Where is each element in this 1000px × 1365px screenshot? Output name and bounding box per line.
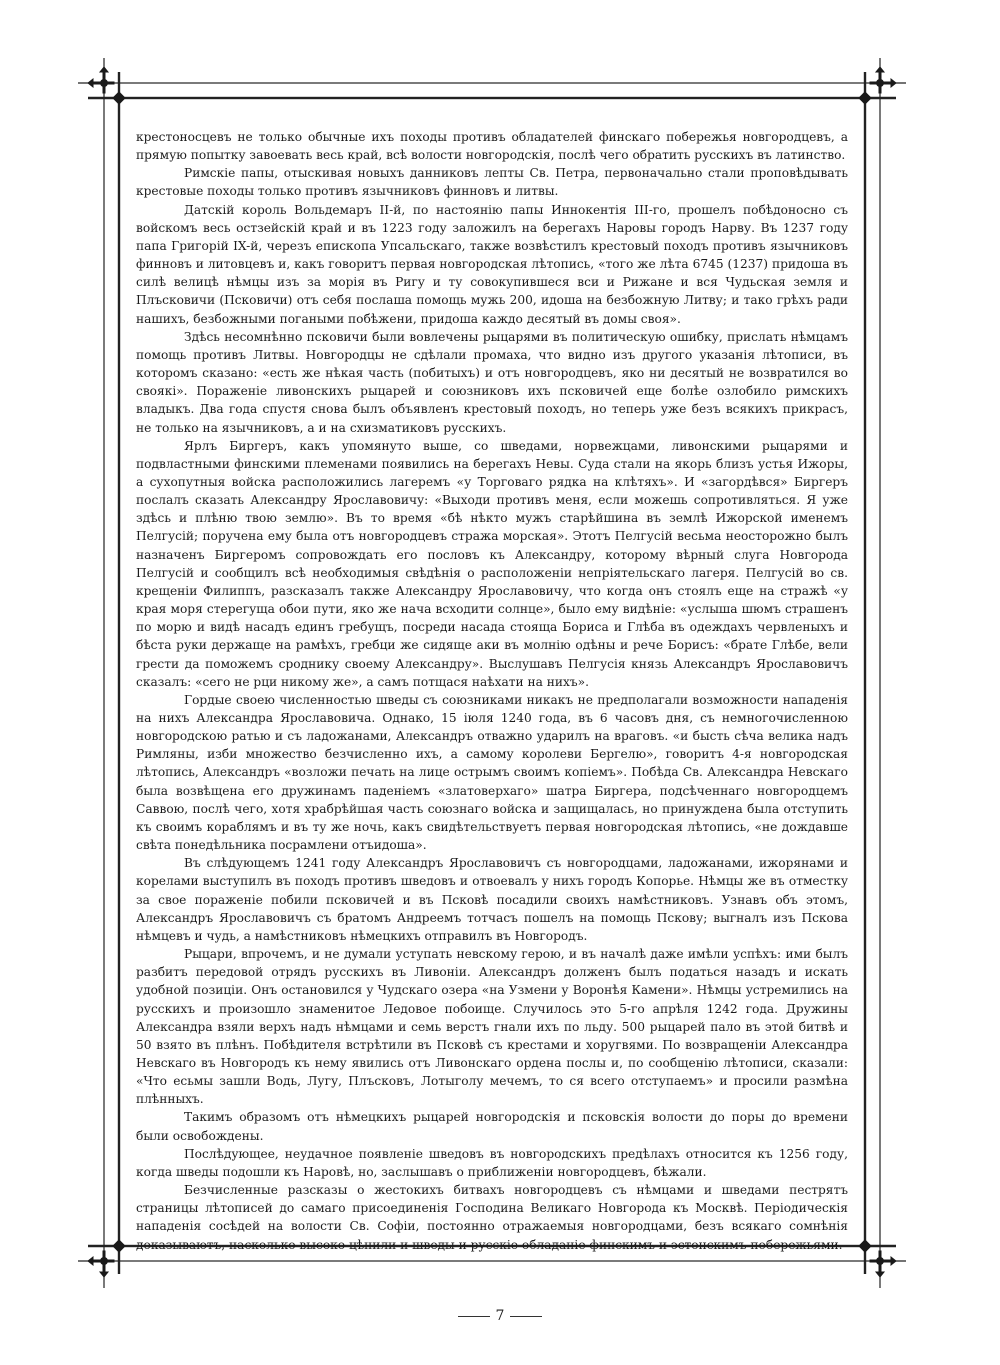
paragraph: Такимъ образомъ отъ нѣмецкихъ рыцарей новгородскія и псковскія волости до поры до времени были освобождены. <box>136 1110 848 1143</box>
paragraph: Здѣсь несомнѣнно псковичи были вовлечены рыцарями въ политическую ошибку, прислать нѣмцамъ помощь противъ Литвы. Новгородцы не сдѣлали промаха, что видно изъ другого указанія лѣтописи, въ которомъ сказано: «есть же нѣкая часть (побитыхъ) и отъ новгородцевъ, яко ни десятый не возвратился во своякі». Пораженіе ливонскихъ рыцарей и союзниковъ ихъ псковичей еще болѣе озлобило римскихъ владыкъ. Два года спустя снова былъ объявленъ крестовый походъ, но теперь уже безъ всякихъ прикрасъ, не только на язычниковъ, а и на схизматиковъ русскихъ. <box>136 329 848 435</box>
paragraph: крестоносцевъ не только обычные ихъ походы противъ обладателей финскаго побережья новгородцевъ, а прямую попытку завоевать весь край, всѣ волости новгородскія, послѣ чего обратить русскихъ въ латинство. <box>136 130 848 163</box>
page-body <box>136 128 848 1252</box>
paragraph: Послѣдующее, неудачное появленіе шведовъ въ новгородскихъ предѣлахъ относится къ 1256 году, когда шведы подошли къ Наровѣ, но, заслышавъ о приближеніи новгородцевъ, бѣжали. <box>136 1146 848 1179</box>
paragraph: Рыцари, впрочемъ, и не думали уступать невскому герою, и въ началѣ даже имѣли успѣхъ: ими былъ разбитъ передовой отрядъ русскихъ въ Ливоніи. Александръ долженъ былъ податься назадъ и искать удобной позиціи. Онъ остановился у Чудскаго озера «на Узмени у Воронѣя Камени». Нѣмцы устремились на русскихъ и произошло знаменитое Ледовое побоище. Случилось это 5-го апрѣля 1242 года. Дружины Александра взяли верхъ надъ нѣмцами и семь верстъ гнали ихъ по льду. 500 рыцарей пало въ этой битвѣ и 50 взято въ плѣнъ. Побѣдителя встрѣтили въ Псковѣ съ крестами и хоругвями. По возвращеніи Александра Невскаго въ Новгородъ къ нему явились отъ Ливонскаго ордена послы и, по сообщенію лѣтописи, сказали: «Что есьмы зашли Водь, Лугу, Плъсковъ, Лотыголу мечемъ, то ся всего отступаемъ» и просили размѣна плѣнныхъ. <box>136 947 848 1107</box>
paragraph: Римскіе папы, отыскивая новыхъ данниковъ лепты Св. Петра, первоначально стали проповѣдывать крестовые походы только противъ язычниковъ финновъ и литвы. <box>136 166 848 199</box>
page-number-dash-right <box>510 1316 542 1317</box>
paragraph: Безчисленные разсказы о жестокихъ битвахъ новгородцевъ съ нѣмцами и шведами пестрятъ страницы лѣтописей до самаго присоединенія Господина Великаго Новгорода къ Москвѣ. Періодическія нападенія сосѣдей на волости Св. Софіи, постоянно отражаемыя новгородцами, безъ всякаго сомнѣнія доказываютъ, насколько высоко цѣнили и шведы и русскіе обладаніе финскимъ и эстонскимъ побережьями. <box>136 1183 848 1252</box>
paragraph: Гордые своею численностью шведы съ союзниками никакъ не предполагали возможности нападенія на нихъ Александра Ярославовича. Однако, 15 іюля 1240 года, въ 6 часовъ дня, съ немногочисленною новгородскою ратью и съ ладожанами, Александръ отважно ударилъ на враговъ. «и бысть сѣча велика надъ Римляны, изби множество безчисленно ихъ, а самому королеви Бергелю», говоритъ 4-я новгородская лѣтопись, Александръ «возложи печать на лице острымъ своимъ копіемъ». Побѣда Св. Александра Невскаго была возвѣщена его дружинамъ паденіемъ «златоверхаго» шатра Биргера, подсѣченнаго новгородцемъ Саввою, послѣ чего, хотя храбрѣйшая часть союзнаго войска и защищалась, но принуждена была отступить къ своимъ кораблямъ и въ ту же ночь, какъ свидѣтельствуетъ первая новгородская лѣтопись, «не дождавше свѣта понедѣльника посрамлени отъидоша». <box>136 692 848 853</box>
paragraph: Датскій король Вольдемаръ II-й, по настоянію папы Иннокентія III-го, прошелъ побѣдоносно съ войскомъ весь остзейскій край и въ 1223 году заложилъ на берегахъ Наровы городъ Нарву. Въ 1237 году папа Григорій IX-й, черезъ епископа Упсальскаго, также возвѣстилъ крестовый походъ противъ язычниковъ финновъ и литовцевъ и, какъ говоритъ первая новгородская лѣтопись, «того же лѣта 6745 (1237) придоша въ силѣ велицѣ нѣмцы изъ за морія въ Ригу и ту совокупившеся вси и Рижане и вся Чудьская земля и Плъсковичи (Псковичи) отъ себя послаша помощь мужь 200, идоша на безбожную Литву; и тако грѣхъ ради нашихъ, безбожными погаными побѣжени, придоша каждо десятый въ домы своя». <box>136 202 848 326</box>
page-number-dash-left <box>458 1316 490 1317</box>
page-number <box>440 1308 560 1324</box>
paragraph: Въ слѣдующемъ 1241 году Александръ Ярославовичъ съ новгородцами, ладожанами, ижорянами и корелами выступилъ въ походъ противъ шведовъ и отвоевалъ у нихъ городъ Копорье. Нѣмцы же въ отместку за свое пораженіе побили псковичей и въ Псковѣ посадили своихъ намѣстниковъ. Узнавъ объ этомъ, Александръ Ярославовичъ съ братомъ Андреемъ тотчасъ пошелъ на помощь Пскову; выгналъ изъ Пскова нѣмцевъ и чудь, а намѣстниковъ нѣмецкихъ отправилъ въ Новгородъ. <box>136 856 848 943</box>
paragraph: Ярлъ Биргеръ, какъ упомянуто выше, со шведами, норвежцами, ливонскими рыцарями и подвластными финскими племенами появились на берегахъ Невы. Суда стали на якорь близъ устья Ижоры, а сухопутныя войска расположились лагеремъ «у Торговаго рядка на клѣтяхъ». И «загордѣвся» Биргеръ послалъ сказать Александру Ярославовичу: «Выходи противъ меня, если можешь сопротивляться. Я уже здѣсь и плѣню твою землю». Въ то время «бѣ нѣкто мужъ старѣйшина въ землѣ Ижорской именемъ Пелгусій; поручена ему была отъ новгородцевъ стража морская». Этотъ Пелгусій весьма неосторожно былъ назначенъ Биргеромъ сопровождать его пословъ къ Александру, которому вѣрный слуга Новгорода Пелгусій и сообщилъ всѣ необходимыя свѣдѣнія о расположеніи непріятельскаго лагеря. Пелгусій во св. крещеніи Филиппъ, разсказалъ также Александру Ярославовичу, что когда онъ стоялъ еще на стражѣ «у края моря стерегуща обои пути, яко же нача всходити солнце», было ему видѣніе: «услыша шюмъ страшенъ по морю и видѣ насадъ единъ гребущъ, посреди насада стояща Бориса и Глѣба въ одеждахъ червленыхъ и бѣста руки держаще на рамѣхъ, гребци же сидяще аки въ молнію одѣны и рече Борисъ: «брате Глѣбе, вели грести да поможемъ сроднику своему Александру». Выслушавъ Пелгусія князь Александръ Ярославовичъ сказалъ: «сего не рци никому же», а самъ потщася наѣхати на нихъ». <box>136 438 848 689</box>
page-number-value: 7 <box>495 1308 505 1324</box>
